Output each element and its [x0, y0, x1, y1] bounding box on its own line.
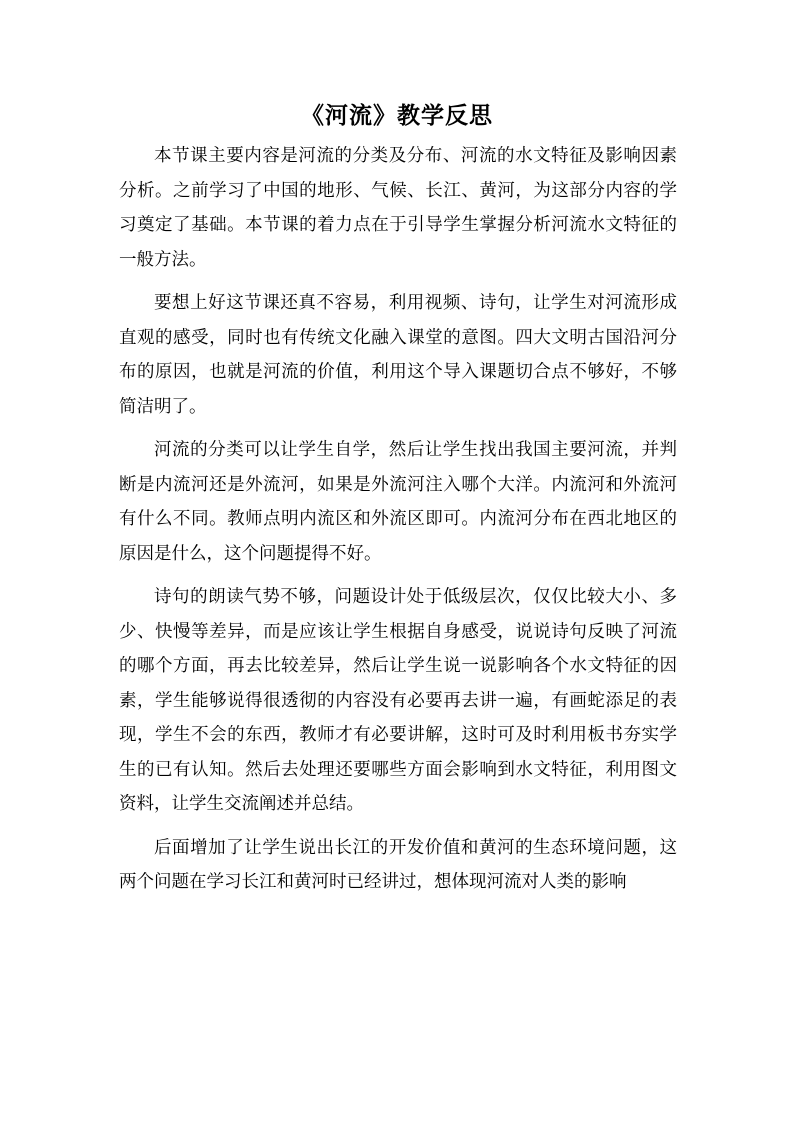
- document-body: [119, 139, 677, 909]
- paragraph-1: 本节课主要内容是河流的分类及分布、河流的水文特征及影响因素分析。之前学习了中国的地形、气候、长江、黄河，为这部分内容的学习奠定了基础。本节课的着力点在于引导学生掌握分析河流水文特征的一般方法。: [119, 146, 677, 270]
- document-title: 《河流》教学反思: [301, 102, 493, 129]
- paragraph-5: 后面增加了让学生说出长江的开发价值和黄河的生态环境问题，这两个问题在学习长江和黄河时已经讲过，想体现河流对人类的影响: [119, 837, 677, 892]
- paragraph-4: 诗句的朗读气势不够，问题设计处于低级层次，仅仅比较大小、多少、快慢等差异，而是应该让学生根据自身感受，说说诗句反映了河流的哪个方面，再去比较差异，然后让学生说一说影响各个水文特征的因素，学生能够说得很透彻的内容没有必要再去讲一遍，有画蛇添足的表现，学生不会的东西，教师才有必要讲解，这时可及时利用板书夯实学生的已有认知。然后去处理还要哪些方面会影响到水文特征，利用图文资料，让学生交流阐述并总结。: [119, 587, 677, 814]
- paragraph-3: 河流的分类可以让学生自学，然后让学生找出我国主要河流，并判断是内流河还是外流河，如果是外流河注入哪个大洋。内流河和外流河有什么不同。教师点明内流区和外流区即可。内流河分布在西北地区的原因是什么，这个问题提得不好。: [119, 440, 677, 564]
- paragraph-2: 要想上好这节课还真不容易，利用视频、诗句，让学生对河流形成直观的感受，同时也有传统文化融入课堂的意图。四大文明古国沿河分布的原因，也就是河流的价值，利用这个导入课题切合点不够好，不够简洁明了。: [119, 293, 677, 417]
